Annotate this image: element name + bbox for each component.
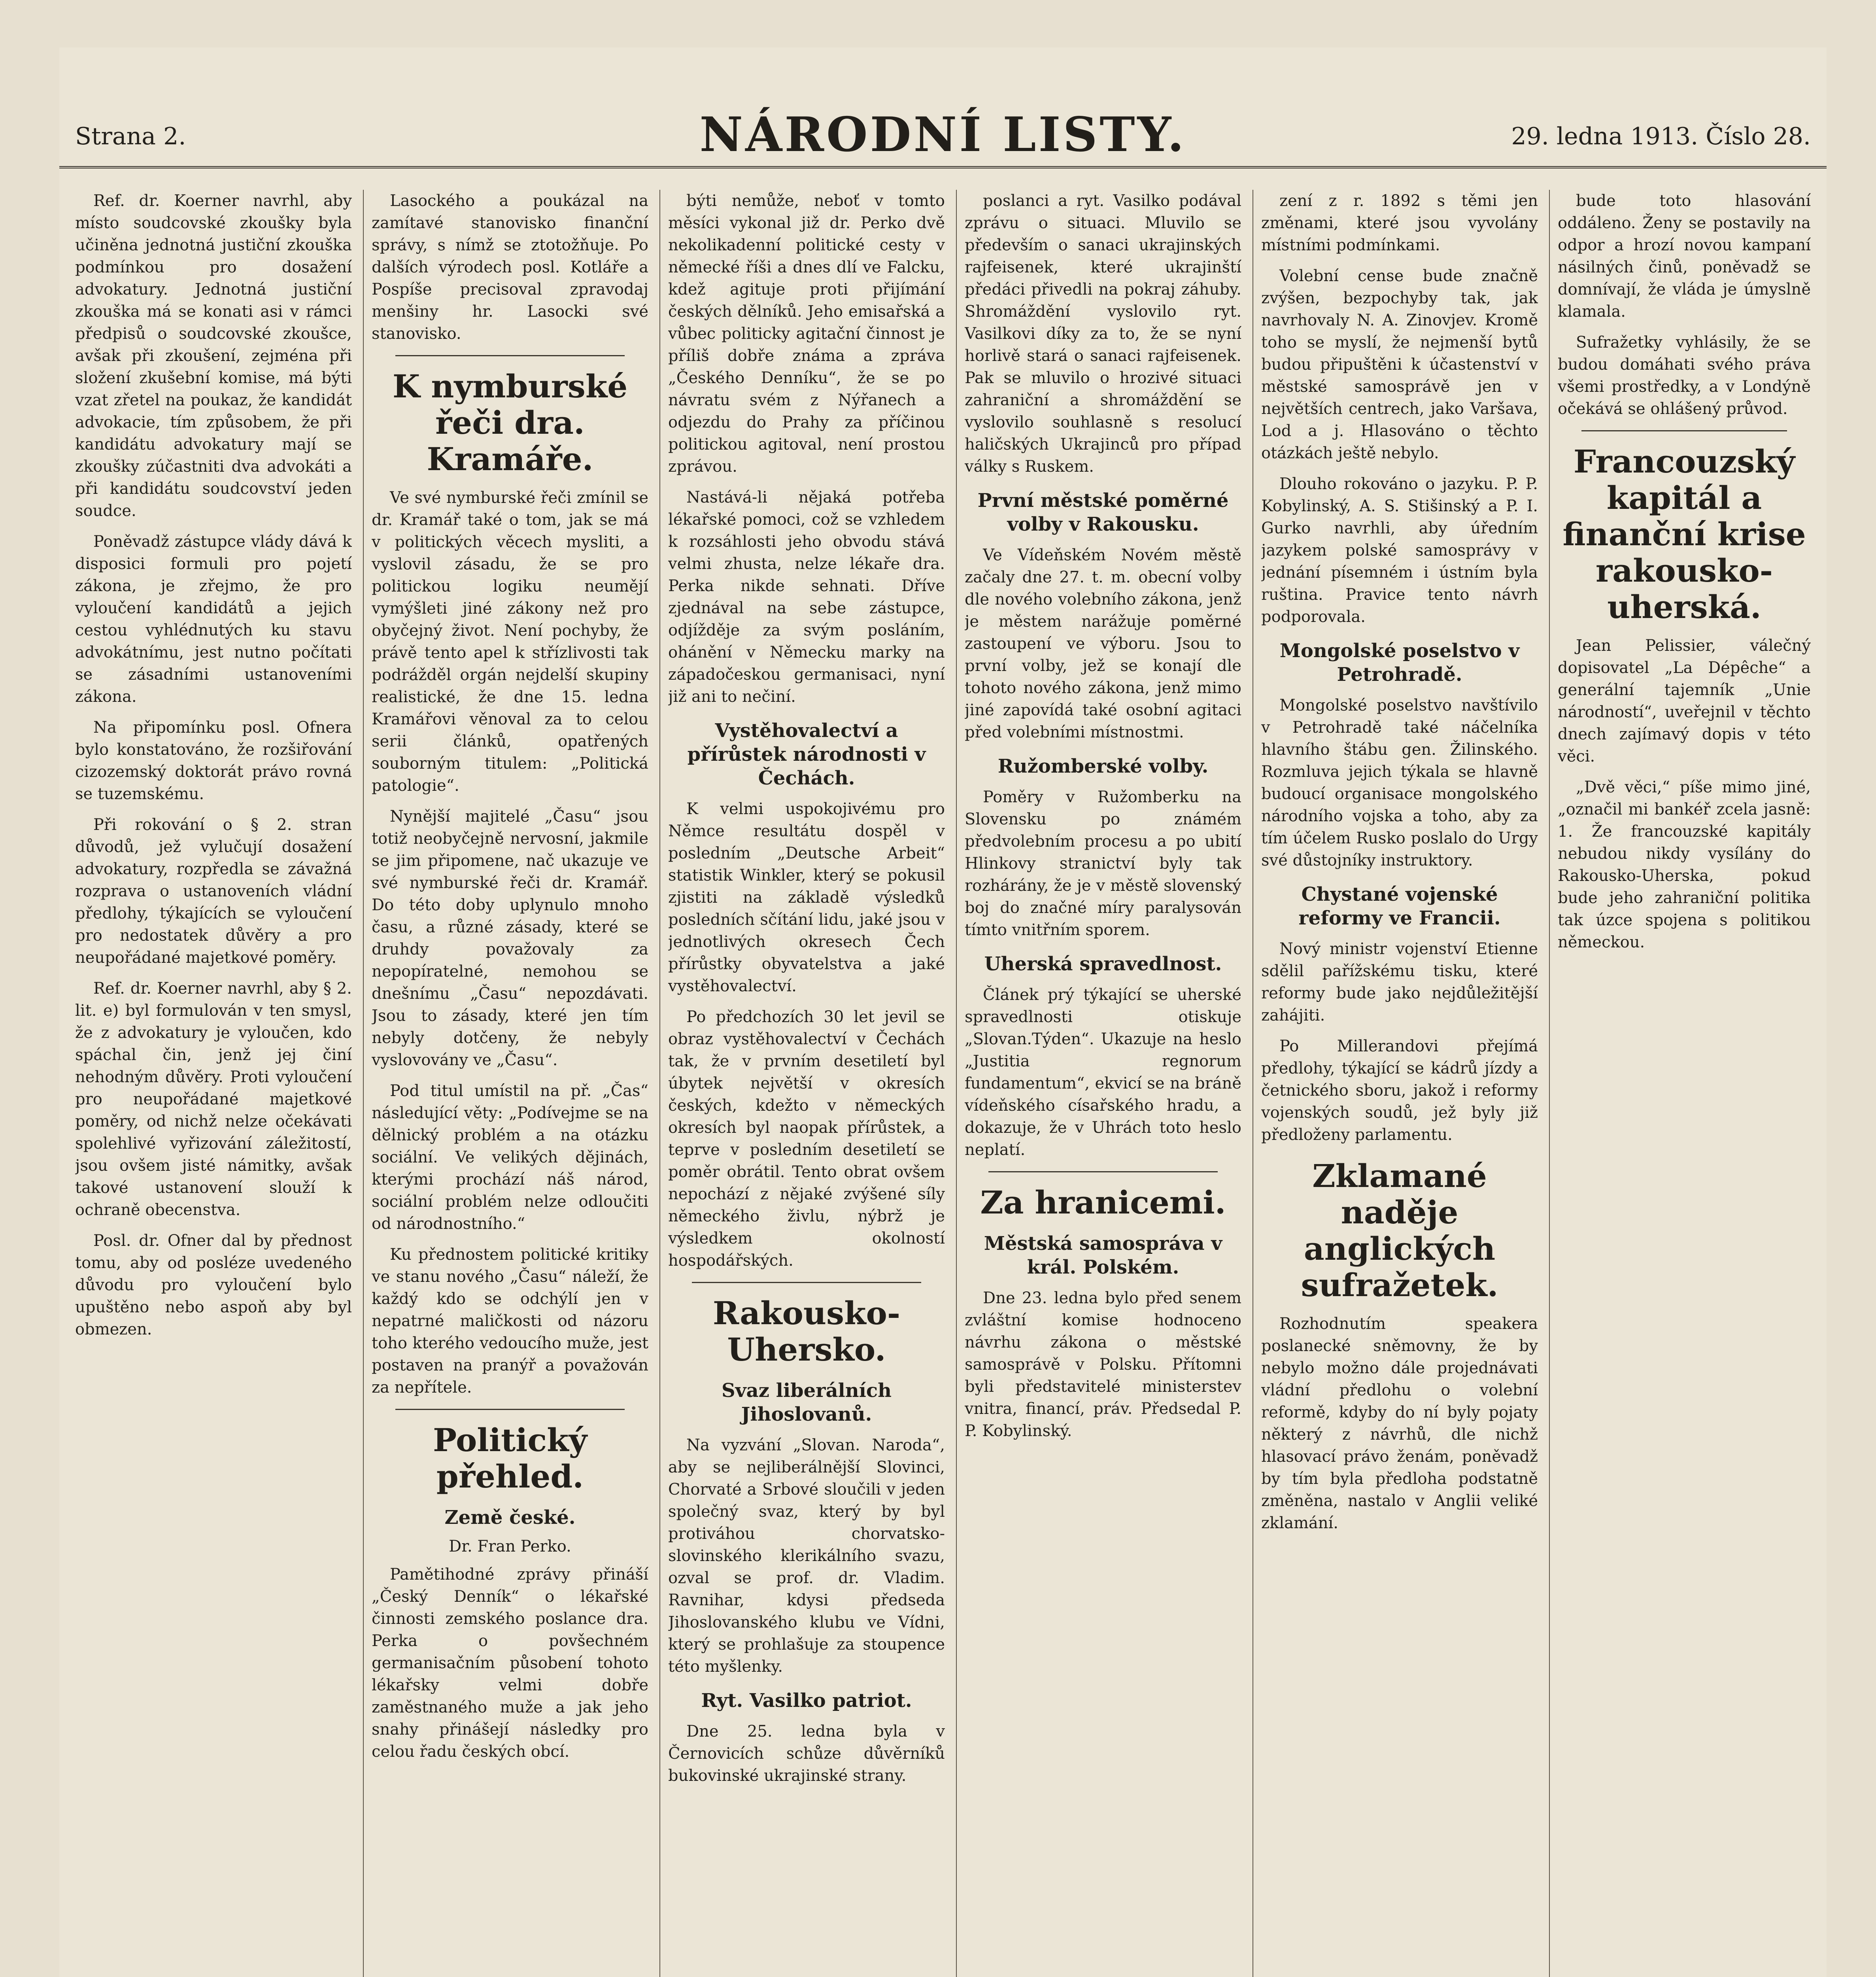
date-issue: 29. ledna 1913. Číslo 28. (1511, 123, 1811, 150)
separator (988, 1171, 1218, 1172)
paragraph: Mongolské poselstvo navštívilo v Petrohradě také náčelníka hlavního štábu gen. Žilinského. Rozmluva jejich týkala se hlavně budoucí organisace mongolského národního vojska a toho, aby za tím účelem Rusko poslalo do Urgy své důstojníky instruktory. (1261, 696, 1538, 869)
section-headline: Za hranicemi. (980, 1184, 1226, 1221)
paragraph: „Dvě věci,“ píše mimo jiné, „označil mi bankéř zcela jasně: 1. Že francouzské kapitály nebudou nikdy vysílány do Rakousko-Uherska, pokud bude jeho zahraniční politika tak úzce spojena s politikou německou. (1558, 778, 1811, 951)
masthead (59, 47, 1827, 168)
column-1 (75, 190, 352, 1977)
paragraph: Ref. dr. Koerner navrhl, aby § 2. lit. e) byl formulován v ten smysl, že z advokatury je vyloučen, kdo spáchal čin, jenž jej činí nehodným důvěry. Proti vyloučení pro neupořádané majetkové poměry, od nichž nelze očekávati spolehlivé vyřizování záležitostí, jsou ovšem jisté námitky, avšak takové ustanovení slouží k ochraně obecenstva. (75, 979, 352, 1219)
paragraph: Při rokování o § 2. stran důvodů, jež vylučují dosažení advokatury, rozpředla se závažná rozprava o ustanoveních vládní předlohy, týkajících se vyloučení pro nedostatek důvěry a pro neupořádané majetkové poměry. (75, 816, 352, 967)
article-subhead: Uherská spravedlnost. (984, 953, 1222, 975)
paragraph: Sufražetky vyhlásily, že se budou domáhati svého práva všemi prostředky, a v Londýně očekává se ohlášený průvod. (1558, 333, 1811, 418)
paragraph: býti nemůže, neboť v tomto měsíci vykonal již dr. Perko dvě nekolikadenní politické cesty v německé říši a dnes dlí ve Falcku, kdež agituje proti přijímání českých dělníků. Jeho emisařská a vůbec politicky agitační činnost je příliš dobře známa a zpráva „Českého Denníku“, že se po návratu svém z Nýřanech a odjezdu do Prahy za příčinou politickou agitoval, není prostou zprávou. (668, 192, 945, 476)
article-subhead: Chystané vojenské reformy ve Francii. (1298, 883, 1501, 929)
paragraph: Dne 25. ledna byla v Černovicích schůze důvěrníků bukovinské ukrajinské strany. (668, 1722, 945, 1785)
paragraph: Ku přednostem politické kritiky ve stanu nového „Času“ náleží, že každý kdo se odchýlí jen v nepatrné maličkosti od názoru toho kterého vedoucího muže, jest postaven na pranýř a považován za nepřítele. (372, 1246, 648, 1397)
paragraph: Lasockého a poukázal na zamítavé stanovisko finanční správy, s nímž se ztotožňuje. Po dalších výrodech posl. Kotláře a Pospíše precisoval zpravodaj menšiny hr. Lasocki své stanovisko. (372, 192, 648, 343)
paragraph: Ref. dr. Koerner navrhl, aby místo soudcovské zkoušky byla učiněna jednotná justiční zkouška podmínkou pro dosažení advokatury. Jednotná justiční zkouška má se konati asi v rámci předpisů o soudcovské zkoušce, avšak při zkoušení, zejména při složení zkušební komise, má býti vzat zřetel na poukaz, že kandidát advokacie, tím způsobem, že při kandidátu advokatury mají se zkoušky zúčastniti dva advokáti a při kandidátu soudcovství jeden soudce. (75, 192, 352, 520)
paragraph: bude toto hlasování oddáleno. Ženy se postavily na odpor a hrozí novou kampaní násilných činů, poněvadž se domnívají, že vláda je úmyslně klamala. (1558, 192, 1811, 321)
column-5 (1261, 190, 1538, 1977)
separator (395, 355, 625, 356)
paragraph: Volební cense bude značně zvýšen, bezpochyby tak, jak navrhovaly N. A. Zinovjev. Kromě toho se myslí, že nejmenší bytů budou připuštěni k účastenství v městské samosprávě jen v největších centrech, jako Varšava, Lod a j. Hlasováno o těchto otázkách ještě nebylo. (1261, 267, 1538, 462)
article-subhead: Městská samospráva v král. Polském. (984, 1232, 1222, 1278)
paragraph: Článek prý týkající se uherské spravedlnosti otiskuje „Slovan.Týden“. Ukazuje na heslo „Justitia regnorum fundamentum“, ekvicí se na bráně vídeňského císařského hradu, a dokazuje, že v Uhrách toto heslo neplatí. (965, 986, 1241, 1159)
column-rule (1549, 190, 1550, 1977)
paragraph: Dlouho rokováno o jazyku. P. P. Kobylinský, A. S. Stišinský a P. I. Gurko navrhli, aby úředním jazykem polské samosprávy v jednání písemném i ústním byla ruština. Pravice tento návrh podporovala. (1261, 475, 1538, 626)
article-subhead: Mongolské poselstvo v Petrohradě. (1279, 640, 1520, 686)
section-headline: Politický přehled. (433, 1421, 588, 1495)
article-subhead: Ružomberské volby. (998, 755, 1209, 777)
paragraph: zení z r. 1892 s těmi jen změnami, které jsou vyvolány místními podmínkami. (1261, 192, 1538, 254)
article-subhead: První městské poměrné volby v Rakousku. (977, 490, 1229, 535)
column-6 (1558, 190, 1811, 1977)
article-headline: Zklamané naděje anglických sufražetek. (1301, 1157, 1498, 1304)
column-rule (363, 190, 364, 1977)
paragraph: Rozhodnutím speakera poslanecké sněmovny, že by nebylo možno dále projednávati vládní předlohu o volební reformě, kdyby do ní byly pojaty některý z návrhů, dle nichž hlasovací právo ženám, poněvadž by tím byla předloha podstatně změněna, nastalo v Anglii veliké zklamání. (1261, 1315, 1538, 1532)
paragraph: poslanci a ryt. Vasilko podával zprávu o situaci. Mluvilo se především o sanaci ukrajinských rajfeisenek, které ukrajinští předáci přivedli na pokraj záhuby. Shromáždění vyslovilo ryt. Vasilkovi díky za to, že se nyní horlivě stará o sanaci rajfeisenek. Pak se mluvilo o hrozivé situaci zahraniční a shromáždění se vyslovilo souhlasně s resolucí haličských Ukrajinců pro případ války s Ruskem. (965, 192, 1241, 476)
article-headline: Francouzský kapitál a finanční krise rakousko-uherská. (1562, 443, 1806, 626)
section-subhead: Země české. (444, 1506, 576, 1529)
column-3 (668, 190, 945, 1977)
paragraph: Na vyzvání „Slovan. Naroda“, aby se nejliberálnější Slovinci, Chorvaté a Srbové sloučili v jeden společný svaz, který by byl protiváhou chorvatsko-slovinského klerikálního svazu, ozval se prof. dr. Vladim. Ravnihar, kdysi předseda Jihoslovanského klubu ve Vídni, který se prohlašuje za stoupence této myšlenky. (668, 1436, 945, 1676)
paragraph: K velmi uspokojivému pro Němce resultátu dospěl v posledním „Deutsche Arbeit“ statistik Winkler, který se pokusil zjistiti na základě výsledků posledních sčítání lidu, jaké jsou v jednotlivých okresech Čech přírůstky obyvatelstva a jaké vystěhovalectví. (668, 800, 945, 995)
separator (692, 1282, 921, 1283)
paragraph: Poněvadž zástupce vlády dává k disposici formuli pro pojetí zákona, je zřejmo, že pro vyloučení kandidátů a jejich cestou vyhlédnutých ku stavu advokátnímu, jest nutno počítati se zásadními ustanoveními zákona. (75, 533, 352, 706)
newspaper-title: NÁRODNÍ LISTY. (699, 107, 1186, 163)
paragraph: Ve své nymburské řeči zmínil se dr. Kramář také o tom, jak se má v politických věcech mysliti, a vyslovil zásadu, že se pro politickou logiku neumějí vymýšleti jiné zákony než pro obyčejný život. Není pochyby, že právě tento apel k střízlivosti tak podrážděl orgán nejdelší skupiny realistické, že dne 15. ledna Kramářovi věnoval za to celou serii článků, opatřených souborným titulem: „Politická patologie“. (372, 489, 648, 795)
paragraph: Ve Vídeňském Novém městě začaly dne 27. t. m. obecní volby dle nového volebního zákona, jenž je městem narážuje poměrné zastoupení ve výboru. Jsou to první volby, jež se konají dle tohoto nového zákona, jenž mimo jiné zapovídá také osobní agitaci před volebními místnostmi. (965, 546, 1241, 741)
article-subhead: Ryt. Vasilko patriot. (701, 1690, 912, 1712)
article-subhead: Svaz liberálních Jihoslovanů. (721, 1380, 892, 1425)
article-subhead: Vystěhovalectví a přírůstek národnosti v Čechách. (687, 720, 926, 789)
separator (395, 1409, 625, 1410)
paragraph: Pamětihodné zprávy přináší „Český Denník“ o lékařské činnosti zemského poslance dra. Perka o povšechném germanisačním působení tohoto lékařsky velmi dobře zaměstnaného muže a jak jeho snahy přinášejí následky pro celou řadu českých obcí. (372, 1565, 648, 1761)
section-headline: Rakousko-Uhersko. (712, 1295, 901, 1368)
paragraph: Poměry v Ružomberku na Slovensku po známém předvolebním procesu a po ubití Hlinkovy stranictví byly tak rozhárány, že je v městě slovenský boj do značné míry paralysován tímto vnitřním sporem. (965, 788, 1241, 939)
article-byline: Dr. Fran Perko. (449, 1537, 571, 1556)
paragraph: Nynější majitelé „Času“ jsou totiž neobyčejně nervosní, jakmile se jim připomene, nač ukazuje ve své nymburské řeči dr. Kramář. Do této doby uplynulo mnoho času, a různé zásady, které se druhdy považovaly za nepopíratelné, nemohou se dnešnímu „Času“ nepozdávati. Jsou to zásady, které jen tím nebyly dotčeny, že nebyly vyslovovány ve „Času“. (372, 807, 648, 1069)
column-4 (965, 190, 1241, 1977)
paragraph: Po předchozích 30 let jevil se obraz vystěhovalectví v Čechách tak, že v prvním desetiletí byl úbytek největší v okresích českých, kdežto v německých okresích byl naopak přírůstek, a teprve v posledním desetiletí se poměr obrátil. Tento obrat ovšem nepochází z nějaké zvýšené síly německého živlu, nýbrž je výsledkem okolností hospodářských. (668, 1008, 945, 1270)
paragraph: Jean Pelissier, válečný dopisovatel „La Dépêche“ a generální tajemník „Unie národností“, uveřejnil v těchto dnech zajímavý dopis v této věci. (1558, 637, 1811, 765)
paragraph: Dne 23. ledna bylo před senem zvláštní komise hodnoceno návrhu zákona o městské samosprávě v Polsku. Přítomni byli představitelé ministerstev vnitra, financí, práv. Předsedal P. P. Kobylinský. (965, 1289, 1241, 1440)
paragraph: Na připomínku posl. Ofnera bylo konstatováno, že rozšiřování cizozemský doktorát právo rovná se tuzemskému. (75, 718, 352, 803)
column-rule (956, 190, 957, 1977)
paragraph: Posl. dr. Ofner dal by přednost tomu, aby od posléze uvedeného důvodu pro vyloučení bylo upuštěno nebo aspoň aby byl obmezen. (75, 1232, 352, 1338)
paragraph: Nový ministr vojenství Etienne sdělil pařížskému tisku, které reformy bude jako nejdůležitější zahájiti. (1261, 940, 1538, 1024)
column-2 (372, 190, 648, 1977)
column-rule (659, 190, 660, 1977)
article-headline: K nymburské řeči dra. Kramáře. (392, 368, 628, 478)
newspaper-page (59, 47, 1827, 1977)
separator (1581, 430, 1787, 431)
paragraph: Pod titul umístil na př. „Čas“ následující věty: „Podívejme se na dělnický problém a na otázku sociální. Ve velikých dějinách, kterými prochází náš národ, sociální problém nelze odloučiti od národnostního.“ (372, 1082, 648, 1233)
paragraph: Po Millerandovi přejímá předlohy, týkající se kádrů jízdy a četnického sboru, jakož i reformy vojenských soudů, jež byly již předloženy parlamentu. (1261, 1037, 1538, 1144)
paragraph: Nastává-li nějaká potřeba lékařské pomoci, což se vzhledem k rozsáhlosti jeho obvodu stává velmi zhusta, nelze lékaře dra. Perka nikde sehnati. Dříve zjednával na sebe zástupce, odjížděje za svým posláním, ohánění v Německu marky na západočeskou germanisaci, nyní již ani to nečiní. (668, 488, 945, 706)
page-number: Strana 2. (75, 123, 186, 150)
